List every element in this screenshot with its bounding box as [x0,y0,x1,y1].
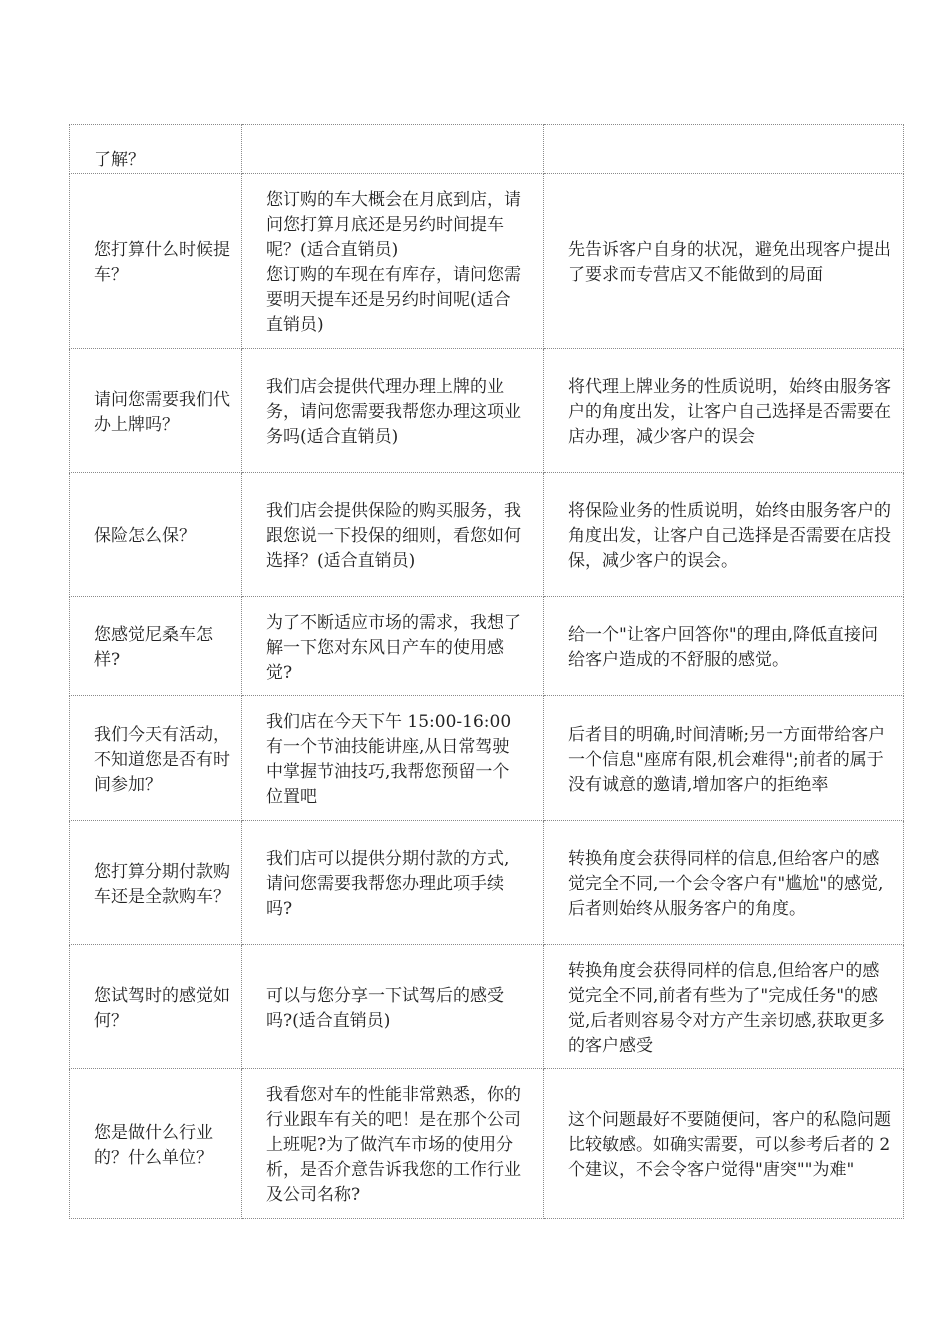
table-row [70,597,904,696]
script-cell: 我看您对车的性能非常熟悉，你的行业跟车有关的吧！是在那个公司上班呢?为了做汽车市场的使用分析，是否介意告诉我您的工作行业及公司名称? [242,1069,544,1219]
table-row [70,174,904,349]
question-cell: 我们今天有活动，不知道您是否有时间参加？ [70,696,242,821]
reason-cell: 先告诉客户自身的状况，避免出现客户提出了要求而专营店又不能做到的局面 [544,174,904,349]
table-row [70,696,904,821]
sales-script-table [69,124,904,1219]
question-cell: 请问您需要我们代办上牌吗？ [70,349,242,473]
reason-cell [544,125,904,174]
question-cell: 保险怎么保？ [70,473,242,597]
script-cell: 我们店在今天下午 15:00-16:00 有一个节油技能讲座,从日常驾驶中掌握节油技巧,我帮您预留一个位置吧 [242,696,544,821]
question-cell: 了解？ [70,125,242,174]
script-cell: 可以与您分享一下试驾后的感受吗?(适合直销员) [242,945,544,1069]
table-row [70,1069,904,1219]
script-cell [242,125,544,174]
reason-cell: 转换角度会获得同样的信息,但给客户的感觉完全不同,一个会令客户有"尴尬"的感觉,后者则始终从服务客户的角度。 [544,821,904,945]
script-cell: 您订购的车大概会在月底到店，请问您打算月底还是另约时间提车呢？(适合直销员) 您订购的车现在有库存，请问您需要明天提车还是另约时间呢(适合直销员) [242,174,544,349]
table-row [70,473,904,597]
question-cell: 您是做什么行业的？什么单位？ [70,1069,242,1219]
reason-cell: 这个问题最好不要随便问，客户的私隐问题比较敏感。如确实需要，可以参考后者的 2 个建议，不会令客户觉得"唐突""为难" [544,1069,904,1219]
reason-cell: 给一个"让客户回答你"的理由,降低直接问给客户造成的不舒服的感觉。 [544,597,904,696]
table-row [70,821,904,945]
table-row [70,349,904,473]
reason-cell: 将代理上牌业务的性质说明，始终由服务客户的角度出发，让客户自己选择是否需要在店办理，减少客户的误会 [544,349,904,473]
question-cell: 您打算分期付款购车还是全款购车？ [70,821,242,945]
question-cell: 您打算什么时候提车？ [70,174,242,349]
script-cell: 我们店可以提供分期付款的方式,请问您需要我帮您办理此项手续吗? [242,821,544,945]
reason-cell: 后者目的明确,时间清晰;另一方面带给客户一个信息"座席有限,机会难得";前者的属于没有诚意的邀请,增加客户的拒绝率 [544,696,904,821]
script-cell: 我们店会提供代理办理上牌的业务，请问您需要我帮您办理这项业务吗(适合直销员) [242,349,544,473]
reason-cell: 将保险业务的性质说明，始终由服务客户的角度出发，让客户自己选择是否需要在店投保，减少客户的误会。 [544,473,904,597]
table-row [70,945,904,1069]
script-cell: 我们店会提供保险的购买服务，我跟您说一下投保的细则，看您如何选择？(适合直销员) [242,473,544,597]
reason-cell: 转换角度会获得同样的信息,但给客户的感觉完全不同,前者有些为了"完成任务"的感觉,后者则容易令对方产生亲切感,获取更多的客户感受 [544,945,904,1069]
question-cell: 您试驾时的感觉如何？ [70,945,242,1069]
script-cell: 为了不断适应市场的需求，我想了解一下您对东风日产车的使用感觉? [242,597,544,696]
table-row [70,125,904,174]
question-cell: 您感觉尼桑车怎样? [70,597,242,696]
